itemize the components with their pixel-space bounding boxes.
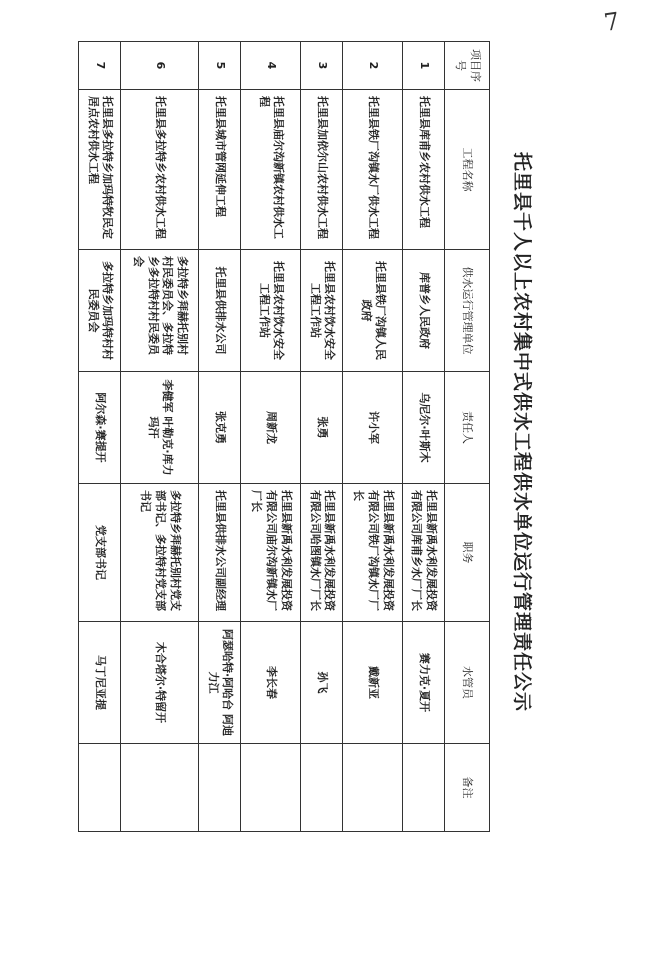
header-responsible-person: 责任人 bbox=[445, 372, 490, 484]
cell-project-name: 托里县庙尔沟新镇农村供水工程 bbox=[241, 90, 301, 250]
header-no: 项目序号 bbox=[445, 42, 490, 90]
cell-position: 托里县新禹水利发展投资有限公司哈图镇水厂厂长 bbox=[301, 484, 343, 622]
table-row bbox=[343, 42, 403, 832]
cell-no: 6 bbox=[121, 42, 199, 90]
cell-project-name: 托里县库甫乡农村供水工程 bbox=[403, 90, 445, 250]
header-remarks: 备注 bbox=[445, 744, 490, 832]
cell-operating-unit: 多拉特乡拜赫托别村村民委员会、多拉特乡多拉特村村民委员会 bbox=[121, 250, 199, 372]
cell-operating-unit: 托里县供排水公司 bbox=[199, 250, 241, 372]
table-row bbox=[301, 42, 343, 832]
cell-responsible-person: 张勇 bbox=[301, 372, 343, 484]
responsibility-table bbox=[78, 41, 490, 832]
cell-position: 托里县新禹水利发展投资有限公司铁厂沟镇水厂厂长 bbox=[343, 484, 403, 622]
cell-operating-unit: 多拉特乡加玛特村村民委员会 bbox=[79, 250, 121, 372]
cell-no: 7 bbox=[79, 42, 121, 90]
cell-project-name: 托里县多拉特乡加玛特牧民定居点农村供水工程 bbox=[79, 90, 121, 250]
cell-operating-unit: 托里县铁厂沟镇人民政府 bbox=[343, 250, 403, 372]
cell-position: 党支部书记 bbox=[79, 484, 121, 622]
cell-water-keeper: 李长春 bbox=[241, 622, 301, 744]
table-row bbox=[199, 42, 241, 832]
cell-operating-unit: 库普乡人民政府 bbox=[403, 250, 445, 372]
cell-position: 托里县新禹水利发展投资有限公司库甫乡水厂厂长 bbox=[403, 484, 445, 622]
cell-remarks bbox=[403, 744, 445, 832]
header-project-name: 工程名称 bbox=[445, 90, 490, 250]
cell-position: 托里县新禹水利发展投资有限公司庙尔沟新镇水厂厂长 bbox=[241, 484, 301, 622]
cell-remarks bbox=[79, 744, 121, 832]
cell-water-keeper: 马丁尼亚提 bbox=[79, 622, 121, 744]
cell-position: 托里县供排水公司副经理 bbox=[199, 484, 241, 622]
cell-no: 2 bbox=[343, 42, 403, 90]
rotated-sheet bbox=[80, 37, 540, 827]
cell-responsible-person: 乌尼尔·叶斯木 bbox=[403, 372, 445, 484]
header-water-keeper: 水管员 bbox=[445, 622, 490, 744]
table-row bbox=[121, 42, 199, 832]
cell-responsible-person: 阿尔森·赛提开 bbox=[79, 372, 121, 484]
cell-no: 1 bbox=[403, 42, 445, 90]
cell-project-name: 托里县加依尔山农村供水工程 bbox=[301, 90, 343, 250]
cell-position: 多拉特乡拜赫托别村党支部书记、多拉特村党支部书记 bbox=[121, 484, 199, 622]
cell-water-keeper: 孙飞 bbox=[301, 622, 343, 744]
cell-project-name: 托里县城市管网延伸工程 bbox=[199, 90, 241, 250]
table-row bbox=[79, 42, 121, 832]
cell-responsible-person: 李健军 叶勒克·库力玛汗 bbox=[121, 372, 199, 484]
cell-operating-unit: 托里县农村饮水安全工程工作站 bbox=[301, 250, 343, 372]
cell-water-keeper: 阿瑟哈特·阿哈台 阿迪力江 bbox=[199, 622, 241, 744]
header-row bbox=[445, 42, 490, 832]
cell-water-keeper: 木合塔尔·特留开 bbox=[121, 622, 199, 744]
cell-no: 5 bbox=[199, 42, 241, 90]
table-row bbox=[403, 42, 445, 832]
cell-water-keeper: 戴新亚 bbox=[343, 622, 403, 744]
cell-responsible-person: 周新龙 bbox=[241, 372, 301, 484]
cell-remarks bbox=[241, 744, 301, 832]
header-operating-unit: 供水运行管理单位 bbox=[445, 250, 490, 372]
header-position: 职务 bbox=[445, 484, 490, 622]
cell-operating-unit: 托里县农村饮水安全工程工作站 bbox=[241, 250, 301, 372]
cell-project-name: 托里县多拉特乡农村供水工程 bbox=[121, 90, 199, 250]
table-row bbox=[241, 42, 301, 832]
cell-remarks bbox=[301, 744, 343, 832]
cell-responsible-person: 张克勇 bbox=[199, 372, 241, 484]
page-mark: 7 bbox=[602, 7, 622, 37]
document-title: 托里县千人以上农村集中式供水工程供水单位运行管理责任公示 bbox=[511, 151, 533, 712]
cell-water-keeper: 赛力克·夏开 bbox=[403, 622, 445, 744]
cell-project-name: 托里县铁厂沟镇水厂供水工程 bbox=[343, 90, 403, 250]
cell-remarks bbox=[199, 744, 241, 832]
cell-remarks bbox=[121, 744, 199, 832]
cell-remarks bbox=[343, 744, 403, 832]
cell-responsible-person: 许小军 bbox=[343, 372, 403, 484]
cell-no: 4 bbox=[241, 42, 301, 90]
cell-no: 3 bbox=[301, 42, 343, 90]
